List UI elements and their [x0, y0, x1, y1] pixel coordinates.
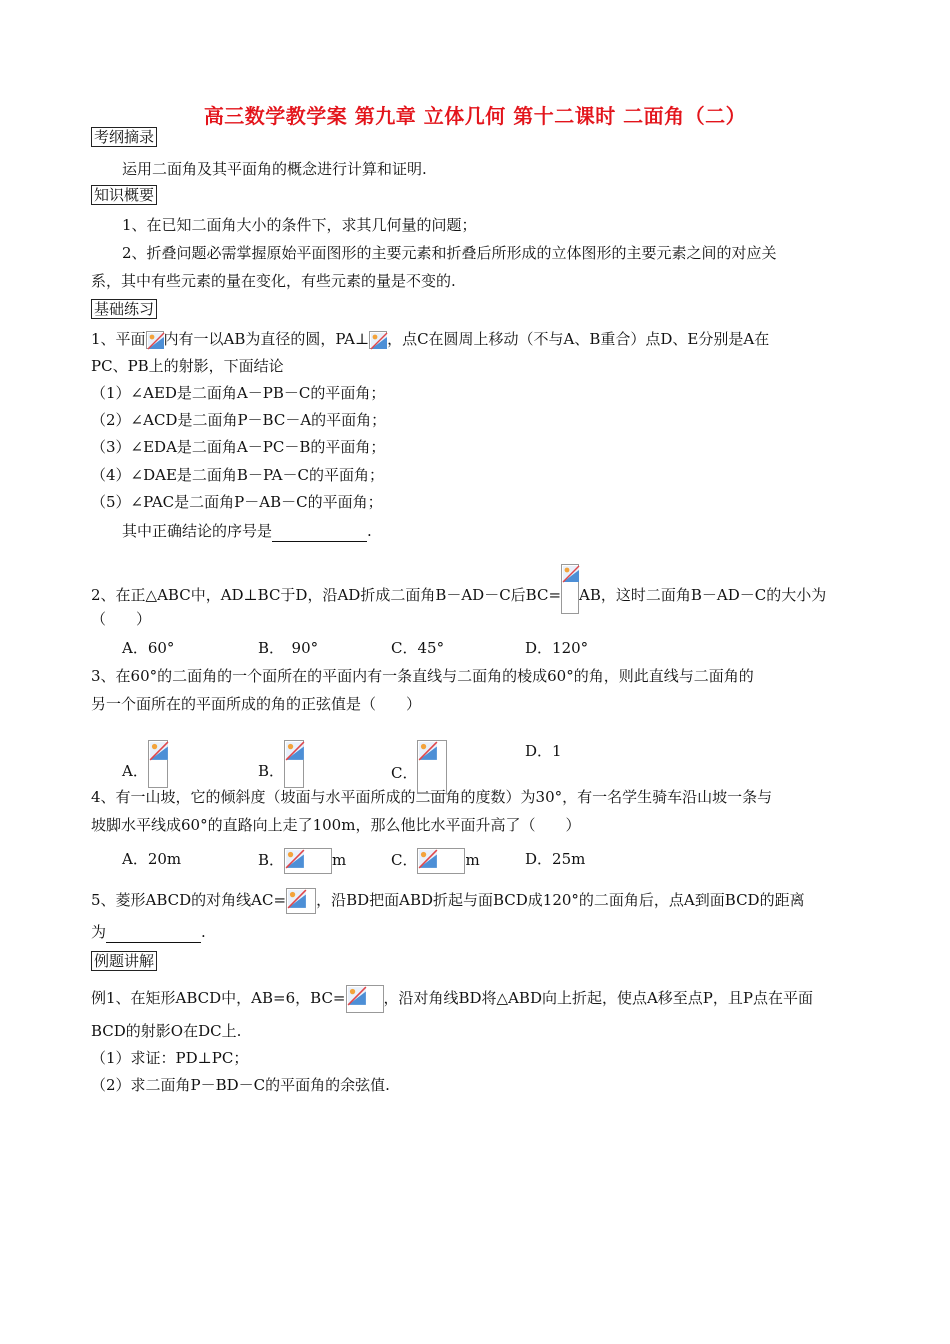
answer-blank[interactable]	[106, 924, 201, 943]
question-1-statement: （1）∠AED是二面角A－PB－C的平面角；	[91, 384, 386, 402]
question-2-line-1	[91, 564, 862, 614]
question-1-line-1	[91, 328, 862, 350]
option-label: B．	[258, 762, 285, 780]
question-text: 5、菱形ABCD的对角线AC=	[91, 891, 287, 909]
option-a[interactable]	[122, 740, 168, 788]
unit-label: m	[332, 851, 347, 869]
option-label: A．	[122, 762, 148, 780]
option-b[interactable]	[258, 740, 304, 788]
formula-placeholder-icon	[561, 564, 579, 614]
example-1-part: （1）求证：PD⊥PC；	[91, 1049, 249, 1067]
section-heading-practice: 基础练习	[91, 299, 157, 319]
option-c[interactable]	[391, 848, 480, 874]
section-heading-examples: 例题讲解	[91, 951, 157, 971]
question-4-line-2: 坡脚水平线成60°的直路向上走了100m，那么他比水平面升高了（ ）	[91, 816, 581, 834]
option-label: B．	[258, 851, 285, 869]
example-text: 例1、在矩形ABCD中，AB=6，BC=	[91, 989, 346, 1007]
option-d[interactable]: D．25m	[525, 850, 586, 868]
option-a[interactable]: A．60°	[122, 639, 175, 657]
option-d[interactable]: D．1	[525, 742, 562, 760]
question-1-statement: （4）∠DAE是二面角B－PA－C的平面角；	[91, 466, 384, 484]
question-text: ，沿BD把面ABD折起与面BCD成120°的二面角后，点A到面BCD的距离	[316, 891, 805, 909]
question-4-line-1: 4、有一山坡，它的倾斜度（坡面与水平面所成的二面角的度数）为30°，有一名学生骑车沿山坡一条与	[91, 788, 773, 806]
image-placeholder-icon	[369, 331, 387, 349]
option-a[interactable]: A．20m	[122, 850, 182, 868]
question-1-answer-line	[122, 520, 862, 542]
example-1-line-2: BCD的射影O在DC上.	[91, 1022, 242, 1040]
formula-placeholder-icon	[346, 985, 384, 1013]
example-1-line-1	[91, 985, 862, 1013]
syllabus-text: 运用二面角及其平面角的概念进行计算和证明.	[122, 160, 427, 178]
question-5-line-2	[91, 921, 862, 943]
section-heading-syllabus: 考纲摘录	[91, 127, 157, 147]
question-5-line-1	[91, 888, 862, 914]
question-text: 内有一以AB为直径的圆，PA⊥	[163, 330, 370, 348]
question-text: AB，这时二面角B－AD－C的大小为	[579, 586, 827, 604]
formula-placeholder-icon	[148, 740, 168, 788]
option-b[interactable]: B． 90°	[258, 639, 319, 657]
question-2-paren: （ ）	[91, 610, 152, 628]
question-3-line-2: 另一个面所在的平面所成的角的正弦值是（ ）	[91, 695, 422, 713]
formula-placeholder-icon	[417, 848, 465, 874]
option-b[interactable]	[258, 848, 346, 874]
example-1-part: （2）求二面角P－BD－C的平面角的余弦值.	[91, 1076, 390, 1094]
example-text: ，沿对角线BD将△ABD向上折起，使点A移至点P，且P点在平面	[383, 989, 813, 1007]
question-1-statement: （5）∠PAC是二面角P－AB－C的平面角；	[91, 493, 383, 511]
question-text: ，点C在圆周上移动（不与A、B重合）点D、E分别是A在	[387, 330, 770, 348]
image-placeholder-icon	[146, 331, 164, 349]
question-1-statement: （3）∠EDA是二面角A－PC－B的平面角；	[91, 438, 386, 456]
question-1-line-2: PC、PB上的射影，下面结论	[91, 357, 284, 375]
document-title: 高三数学教学案 第九章 立体几何 第十二课时 二面角（二）	[203, 104, 747, 128]
option-label: C．	[391, 764, 418, 782]
option-d[interactable]: D．120°	[525, 639, 589, 657]
question-1-statement: （2）∠ACD是二面角P－BC－A的平面角；	[91, 411, 387, 429]
question-3-line-1: 3、在60°的二面角的一个面所在的平面内有一条直线与二面角的棱成60°的角，则此直线与二面角的	[91, 667, 754, 685]
overview-item: 1、在已知二面角大小的条件下，求其几何量的问题；	[122, 216, 477, 234]
answer-blank[interactable]	[272, 523, 367, 542]
option-label: C．	[391, 851, 418, 869]
section-heading-overview: 知识概要	[91, 185, 157, 205]
option-c[interactable]: C．45°	[391, 639, 445, 657]
question-text: 为	[91, 923, 107, 941]
question-text: 2、在正△ABC中，AD⊥BC于D，沿AD折成二面角B－AD－C后BC=	[91, 586, 562, 604]
formula-placeholder-icon	[284, 848, 332, 874]
overview-item: 2、折叠问题必需掌握原始平面图形的主要元素和折叠后所形成的立体图形的主要元素之间的对应关	[122, 244, 777, 262]
question-text: 1、平面	[91, 330, 146, 348]
formula-placeholder-icon	[284, 740, 304, 788]
answer-end: .	[201, 923, 206, 941]
overview-item: 系，其中有些元素的量在变化，有些元素的量是不变的.	[91, 272, 456, 290]
answer-prompt: 其中正确结论的序号是	[122, 522, 273, 540]
answer-end: .	[367, 522, 372, 540]
formula-placeholder-icon	[286, 888, 316, 914]
unit-label: m	[465, 851, 480, 869]
